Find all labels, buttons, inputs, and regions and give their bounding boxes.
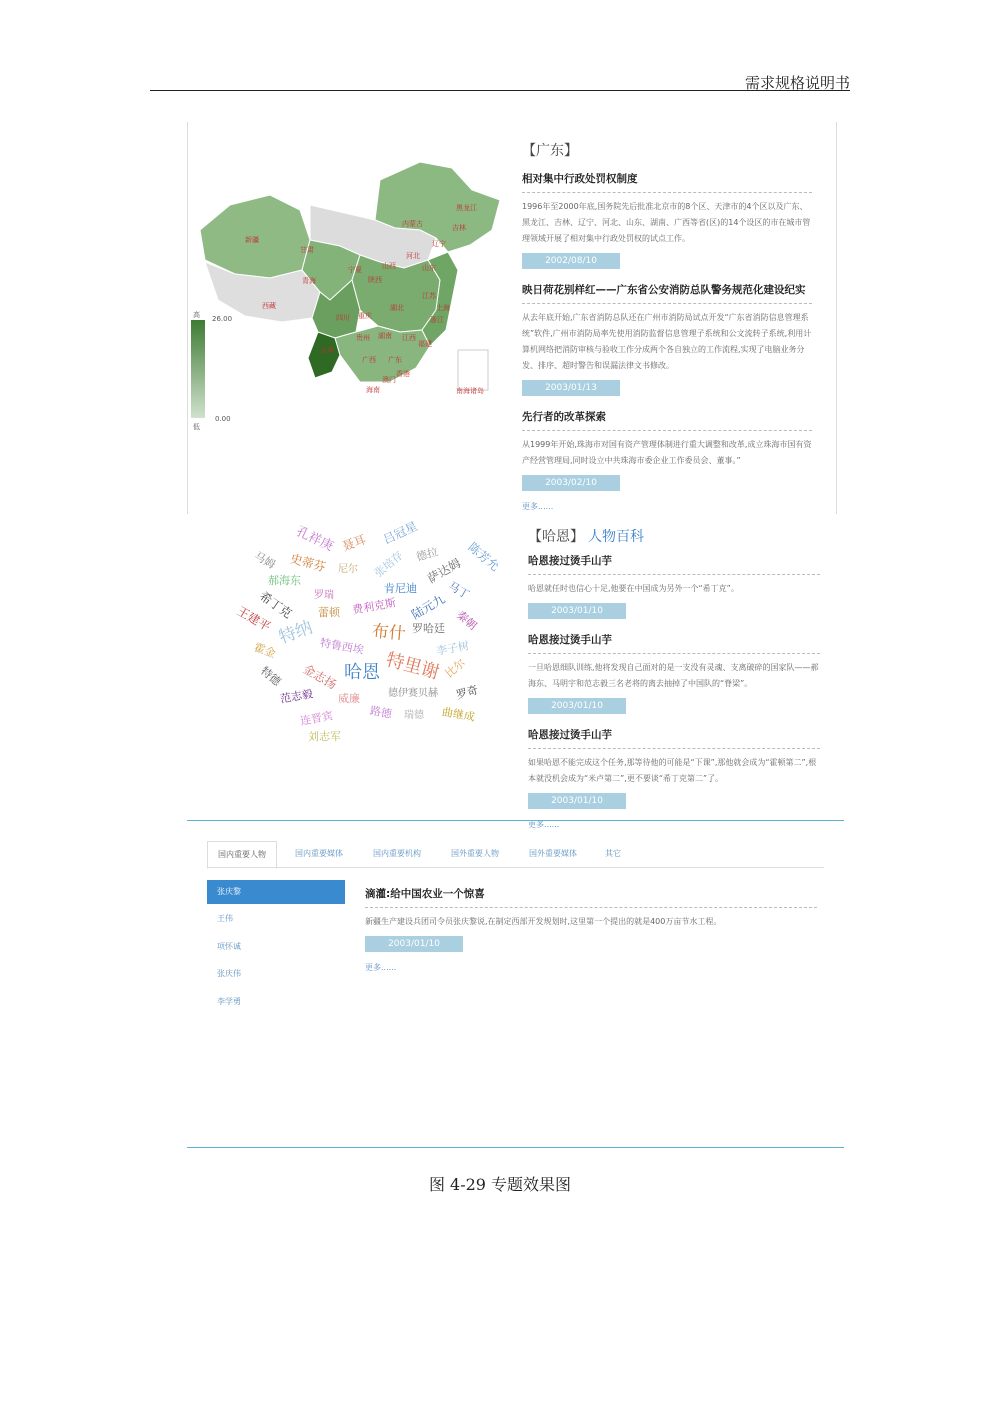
divider [522,192,812,193]
word-cloud-term[interactable]: 曲继成 [441,705,476,724]
map-label: 四川 [336,314,350,322]
map-label: 广东 [388,356,402,364]
word-cloud-term[interactable]: 李子树 [435,639,470,658]
word-cloud-term[interactable]: 聂耳 [340,532,368,554]
word-cloud-term[interactable]: 罗哈廷 [412,622,445,635]
article-summary: 一旦哈恩细队训练,他将发现自己面对的是一支没有灵魂、支离破碎的国家队——郝海东、马明宇和范志毅三名老将的离去抽掉了中国队的“脊梁”。 [528,663,819,688]
person-news [528,526,820,830]
person-item[interactable]: 李学勇 [217,997,241,1006]
more-link[interactable]: 更多...... [528,820,560,829]
tab-underline [207,867,824,868]
date-badge: 2003/02/10 [522,475,620,491]
word-cloud-term[interactable]: 比尔 [442,656,468,681]
map-label: 澳门 [382,376,396,384]
map-label: 云南 [320,346,334,354]
more-link[interactable]: 更多...... [522,502,554,511]
word-cloud-term[interactable]: 蕾顿 [318,606,340,619]
map-label: 陕西 [368,276,382,284]
article-title[interactable]: 滴灌:给中国农业一个惊喜 [365,888,485,900]
date-badge: 2003/01/10 [528,793,626,809]
map-label: 江苏 [422,292,436,300]
map-label: 山东 [422,264,436,272]
article-summary: 新疆生产建设兵团司令员张庆黎说,在制定西部开发规划时,这里第一个提出的就是400万亩节水工程。 [365,917,722,926]
tab-foreign-media[interactable]: 国外重要媒体 [529,849,577,858]
word-cloud-term[interactable]: 孔祥庚 [293,524,336,555]
article-title[interactable]: 哈恩接过烫手山芋 [528,555,612,567]
article-summary: 哈恩就任时也信心十足,他要在中国成为另外一个“希丁克”。 [528,584,739,593]
divider [365,907,817,908]
word-cloud-term[interactable]: 吕冠星 [380,518,420,547]
word-cloud-term[interactable]: 金志扬 [300,661,339,692]
legend-high-label: 高 [193,311,200,319]
map-label: 福建 [418,340,432,348]
date-badge: 2003/01/10 [528,603,626,619]
figure-caption: 图 4-29 专题效果图 [428,1175,572,1194]
map-label: 重庆 [358,312,372,320]
word-cloud-term[interactable]: 尼尔 [338,564,358,575]
tab-domestic-orgs[interactable]: 国内重要机构 [373,849,421,858]
word-cloud-term[interactable]: 瑞德 [404,710,424,721]
person-article [365,883,817,973]
word-cloud-term[interactable]: 马丁 [445,579,472,602]
article-summary: 如果哈恩不能完成这个任务,那等待他的可能是“下课”,那他就会成为“霍顿第二”,根本就没机会成为“米卢第二”,更不要谈“希丁克第二”了。 [528,758,817,783]
map-label: 湖北 [390,304,404,312]
word-cloud-term[interactable]: 萨达姆 [425,555,464,586]
date-badge: 2003/01/10 [365,936,463,952]
map-label: 广西 [362,356,376,364]
document-header [150,70,850,91]
person-item[interactable]: 张庆伟 [217,969,241,978]
word-cloud-term[interactable]: 范志毅 [279,687,314,706]
map-label: 浙江 [430,316,444,324]
word-cloud-term[interactable]: 布什 [370,621,407,645]
map-label: 河北 [406,252,420,260]
map-label: 湖南 [378,332,392,340]
date-badge: 2003/01/10 [528,698,626,714]
article-title[interactable]: 映日荷花别样红——广东省公安消防总队警务规范化建设纪实 [522,284,806,296]
legend-max-value: 26.00 [212,315,233,323]
word-cloud-term[interactable]: 史蒂芬 [288,551,328,575]
tab-domestic-people[interactable]: 国内重要人物 [207,841,277,869]
tab-domestic-media[interactable]: 国内重要媒体 [295,849,343,858]
map-label: 黑龙江 [456,204,477,212]
person-item[interactable]: 王伟 [217,914,233,923]
word-cloud-term[interactable]: 王建平 [234,603,273,634]
region-news [522,140,812,512]
word-cloud-term[interactable]: 特里谢 [383,649,442,684]
map-label: 新疆 [245,236,259,244]
word-cloud-term[interactable]: 马姆 [251,549,278,572]
divider [522,303,812,304]
article-summary: 从去年底开始,广东省消防总队还在广州市消防局试点开发“广东省消防信息管理系统”软件,广州市消防局率先使用消防监督信息管理子系统和公文流转子系统,利用计算机网络把消防审核与验收工作分成两个各自独立的工作流程,实现了电脑业务分发、排序、超时警告和误漏法律文书修改。 [522,313,812,370]
word-cloud-term[interactable]: 连晋宾 [299,709,334,728]
map-legend-bar[interactable] [191,320,205,418]
date-badge: 2003/01/13 [522,380,620,396]
word-cloud-term[interactable]: 霍金 [252,640,278,661]
person-item[interactable]: 项怀诚 [217,942,241,951]
document-title: 需求规格说明书 [744,74,850,92]
word-cloud-term[interactable]: 陆元九 [409,591,448,622]
tab-foreign-people[interactable]: 国外重要人物 [451,849,499,858]
tab-other[interactable]: 其它 [605,849,621,858]
word-cloud-term[interactable]: 刘志军 [308,730,341,743]
word-cloud-term[interactable]: 罗奇 [454,683,480,702]
article-title[interactable]: 先行者的改革探索 [522,411,606,423]
map-label: 青海 [302,277,316,285]
word-cloud-term[interactable]: 费利克斯 [351,596,397,617]
word-cloud-term[interactable]: 路德 [368,704,393,721]
map-south-sea-inset [458,350,488,390]
article-title[interactable]: 哈恩接过烫手山芋 [528,634,612,646]
word-cloud-term[interactable]: 特纳 [276,617,316,649]
word-cloud-term[interactable]: 张培存 [372,548,406,580]
word-cloud-term[interactable]: 肯尼迪 [384,582,417,595]
article-summary: 1996年至2000年底,国务院先后批准北京市的8个区、天津市的4个区以及广东、黑龙江、吉林、辽宁、河北、山东、湖南、广西等省(区)的14个设区的市在城市管理领域开展了相对集中行政处罚权的试点工作。 [522,202,811,243]
word-cloud-term[interactable]: 罗瑞 [314,590,334,601]
map-label: 宁夏 [348,266,362,274]
map-label: 辽宁 [432,240,446,248]
word-cloud-term[interactable]: 希丁克 [256,588,295,621]
map-label: 内蒙古 [402,220,423,228]
map-label: 上海 [436,304,450,312]
divider [528,748,820,749]
divider [528,653,820,654]
map-label: 吉林 [452,224,466,232]
word-cloud-term[interactable]: 威廉 [338,692,360,705]
map-label: 贵州 [356,334,370,342]
person-region-title: 【哈恩】 [528,529,584,545]
word-cloud-term[interactable]: 陈芳允 [465,539,502,574]
people-word-cloud [230,520,520,750]
word-cloud-term[interactable]: 德拉 [414,545,440,564]
legend-min-value: 0.00 [215,415,231,423]
word-cloud-term[interactable]: 特鲁西埃 [319,636,365,657]
map-label: 海南 [366,386,380,394]
word-cloud-term[interactable]: 秦朝 [454,608,480,633]
person-item[interactable]: 张庆黎 [207,880,345,904]
more-link[interactable]: 更多...... [365,963,397,972]
entity-tabs-panel [187,820,844,1148]
word-cloud-term[interactable]: 特德 [258,664,284,689]
word-cloud-term[interactable]: 德伊赛贝赫 [388,688,438,699]
word-cloud-term[interactable]: 哈恩 [344,662,380,683]
divider [522,430,812,431]
person-subtitle: 人物百科 [588,529,644,545]
map-label: 山西 [382,262,396,270]
word-cloud-term[interactable]: 郝海东 [268,574,301,587]
region-title: 【广东】 [522,143,578,159]
map-label: 江西 [402,334,416,342]
divider [528,574,820,575]
article-summary: 从1999年开始,珠海市对国有资产管理体制进行重大调整和改革,成立珠海市国有资产经营管理局,同时设立中共珠海市委企业工作委员会、董事。” [522,440,812,465]
article-title[interactable]: 哈恩接过烫手山芋 [528,729,612,741]
map-label: 香港 [396,370,410,378]
map-label: 西藏 [262,302,276,310]
map-label: 南海诸岛 [456,387,484,395]
china-map[interactable] [190,150,510,410]
legend-low-label: 低 [193,423,200,431]
map-label: 甘肃 [300,246,314,254]
date-badge: 2002/08/10 [522,253,620,269]
article-title[interactable]: 相对集中行政处罚权制度 [522,173,638,185]
